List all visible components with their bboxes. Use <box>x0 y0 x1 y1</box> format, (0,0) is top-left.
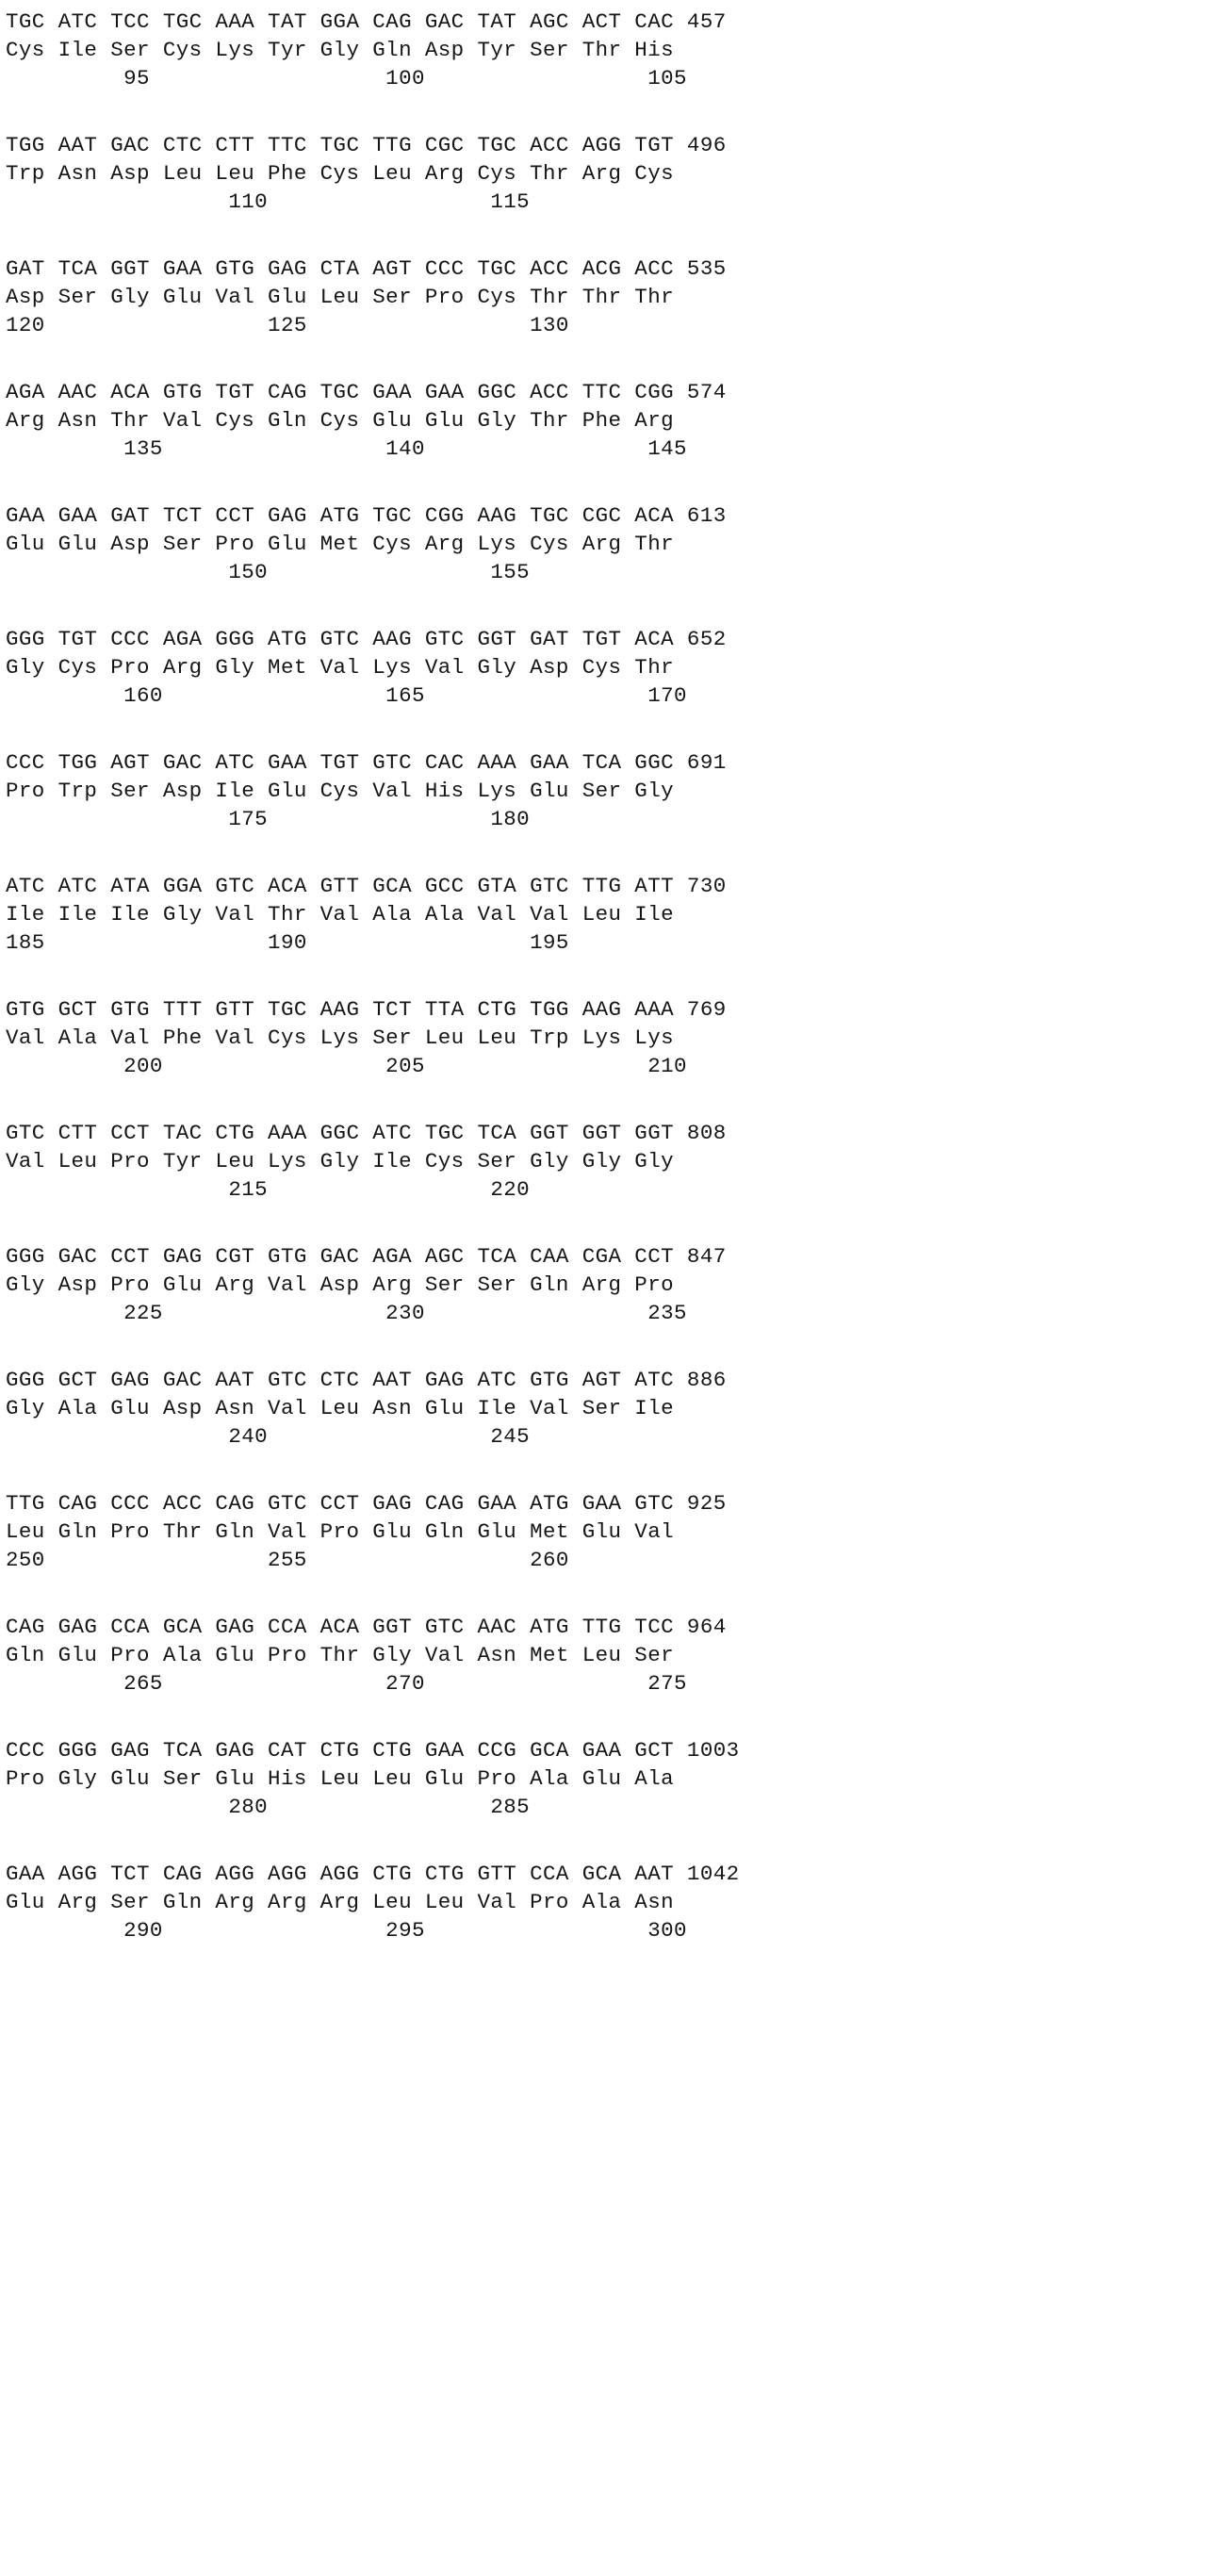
residue-number-line: 200 205 210 <box>6 1054 687 1078</box>
dna-codon-line: GAA GAA GAT TCT CCT GAG ATG TGC CGG AAG TGC CGC ACA 613 <box>6 503 727 528</box>
sequence-block <box>6 1119 1228 1204</box>
amino-acid-line: Cys Ile Ser Cys Lys Tyr Gly Gln Asp Tyr Ser Thr His <box>6 38 675 62</box>
sequence-block <box>6 1860 1228 1944</box>
amino-acid-line: Pro Gly Glu Ser Glu His Leu Leu Glu Pro Ala Glu Ala <box>6 1766 675 1791</box>
sequence-block <box>6 254 1228 339</box>
dna-codon-line: ATC ATC ATA GGA GTC ACA GTT GCA GCC GTA GTC TTG ATT 730 <box>6 874 727 898</box>
amino-acid-line: Val Leu Pro Tyr Leu Lys Gly Ile Cys Ser Gly Gly Gly <box>6 1149 675 1173</box>
dna-codon-line: CCC GGG GAG TCA GAG CAT CTG CTG GAA CCG GCA GAA GCT 1003 <box>6 1738 740 1763</box>
sequence-block <box>6 501 1228 586</box>
sequence-block <box>6 378 1228 463</box>
sequence-block <box>6 1242 1228 1327</box>
sequence-block <box>6 995 1228 1080</box>
sequence-block <box>6 1736 1228 1821</box>
amino-acid-line: Glu Arg Ser Gln Arg Arg Arg Leu Leu Val Pro Ala Asn <box>6 1890 675 1914</box>
dna-codon-line: TGG AAT GAC CTC CTT TTC TGC TTG CGC TGC ACC AGG TGT 496 <box>6 133 727 157</box>
amino-acid-line: Val Ala Val Phe Val Cys Lys Ser Leu Leu Trp Lys Lys <box>6 1025 675 1050</box>
amino-acid-line: Arg Asn Thr Val Cys Gln Cys Glu Glu Gly Thr Phe Arg <box>6 408 675 433</box>
dna-codon-line: CCC TGG AGT GAC ATC GAA TGT GTC CAC AAA GAA TCA GGC 691 <box>6 750 727 775</box>
residue-number-line: 150 155 <box>6 560 531 584</box>
residue-number-line: 265 270 275 <box>6 1671 687 1696</box>
residue-number-line: 95 100 105 <box>6 66 687 90</box>
dna-codon-line: AGA AAC ACA GTG TGT CAG TGC GAA GAA GGC ACC TTC CGG 574 <box>6 380 727 404</box>
dna-codon-line: TGC ATC TCC TGC AAA TAT GGA CAG GAC TAT AGC ACT CAC 457 <box>6 9 727 34</box>
residue-number-line: 250 255 260 <box>6 1548 569 1572</box>
sequence-block <box>6 1613 1228 1698</box>
amino-acid-line: Trp Asn Asp Leu Leu Phe Cys Leu Arg Cys Thr Arg Cys <box>6 161 675 186</box>
residue-number-line: 280 285 <box>6 1795 531 1819</box>
dna-codon-line: GGG TGT CCC AGA GGG ATG GTC AAG GTC GGT GAT TGT ACA 652 <box>6 627 727 651</box>
residue-number-line: 185 190 195 <box>6 930 569 955</box>
residue-number-line: 160 165 170 <box>6 683 687 708</box>
dna-codon-line: GGG GAC CCT GAG CGT GTG GAC AGA AGC TCA CAA CGA CCT 847 <box>6 1244 727 1269</box>
residue-number-line: 120 125 130 <box>6 313 569 337</box>
amino-acid-line: Leu Gln Pro Thr Gln Val Pro Glu Gln Glu Met Glu Val <box>6 1519 675 1544</box>
dna-codon-line: CAG GAG CCA GCA GAG CCA ACA GGT GTC AAC ATG TTG TCC 964 <box>6 1615 727 1639</box>
amino-acid-line: Ile Ile Ile Gly Val Thr Val Ala Ala Val Val Leu Ile <box>6 902 675 927</box>
sequence-block <box>6 748 1228 833</box>
amino-acid-line: Gly Asp Pro Glu Arg Val Asp Arg Ser Ser Gln Arg Pro <box>6 1272 675 1297</box>
sequence-block <box>6 8 1228 92</box>
residue-number-line: 215 220 <box>6 1177 531 1202</box>
residue-number-line: 290 295 300 <box>6 1918 687 1943</box>
dna-codon-line: GTG GCT GTG TTT GTT TGC AAG TCT TTA CTG TGG AAG AAA 769 <box>6 997 727 1022</box>
sequence-block <box>6 625 1228 710</box>
residue-number-line: 110 115 <box>6 189 531 214</box>
residue-number-line: 240 245 <box>6 1424 531 1449</box>
amino-acid-line: Gly Ala Glu Asp Asn Val Leu Asn Glu Ile Val Ser Ile <box>6 1396 675 1420</box>
sequence-block <box>6 872 1228 957</box>
sequence-block <box>6 1366 1228 1451</box>
sequence-block <box>6 1489 1228 1574</box>
dna-codon-line: GTC CTT CCT TAC CTG AAA GGC ATC TGC TCA GGT GGT GGT 808 <box>6 1121 727 1145</box>
residue-number-line: 175 180 <box>6 807 531 831</box>
amino-acid-line: Gln Glu Pro Ala Glu Pro Thr Gly Val Asn Met Leu Ser <box>6 1643 675 1667</box>
amino-acid-line: Glu Glu Asp Ser Pro Glu Met Cys Arg Lys Cys Arg Thr <box>6 532 675 556</box>
dna-codon-line: GAA AGG TCT CAG AGG AGG AGG CTG CTG GTT CCA GCA AAT 1042 <box>6 1862 740 1886</box>
amino-acid-line: Asp Ser Gly Glu Val Glu Leu Ser Pro Cys Thr Thr Thr <box>6 285 675 309</box>
residue-number-line: 225 230 235 <box>6 1301 687 1325</box>
sequence-block <box>6 131 1228 216</box>
amino-acid-line: Pro Trp Ser Asp Ile Glu Cys Val His Lys Glu Ser Gly <box>6 779 675 803</box>
dna-codon-line: TTG CAG CCC ACC CAG GTC CCT GAG CAG GAA ATG GAA GTC 925 <box>6 1491 727 1516</box>
dna-codon-line: GGG GCT GAG GAC AAT GTC CTC AAT GAG ATC GTG AGT ATC 886 <box>6 1368 727 1392</box>
amino-acid-line: Gly Cys Pro Arg Gly Met Val Lys Val Gly Asp Cys Thr <box>6 655 675 680</box>
dna-codon-line: GAT TCA GGT GAA GTG GAG CTA AGT CCC TGC ACC ACG ACC 535 <box>6 256 727 281</box>
residue-number-line: 135 140 145 <box>6 436 687 461</box>
